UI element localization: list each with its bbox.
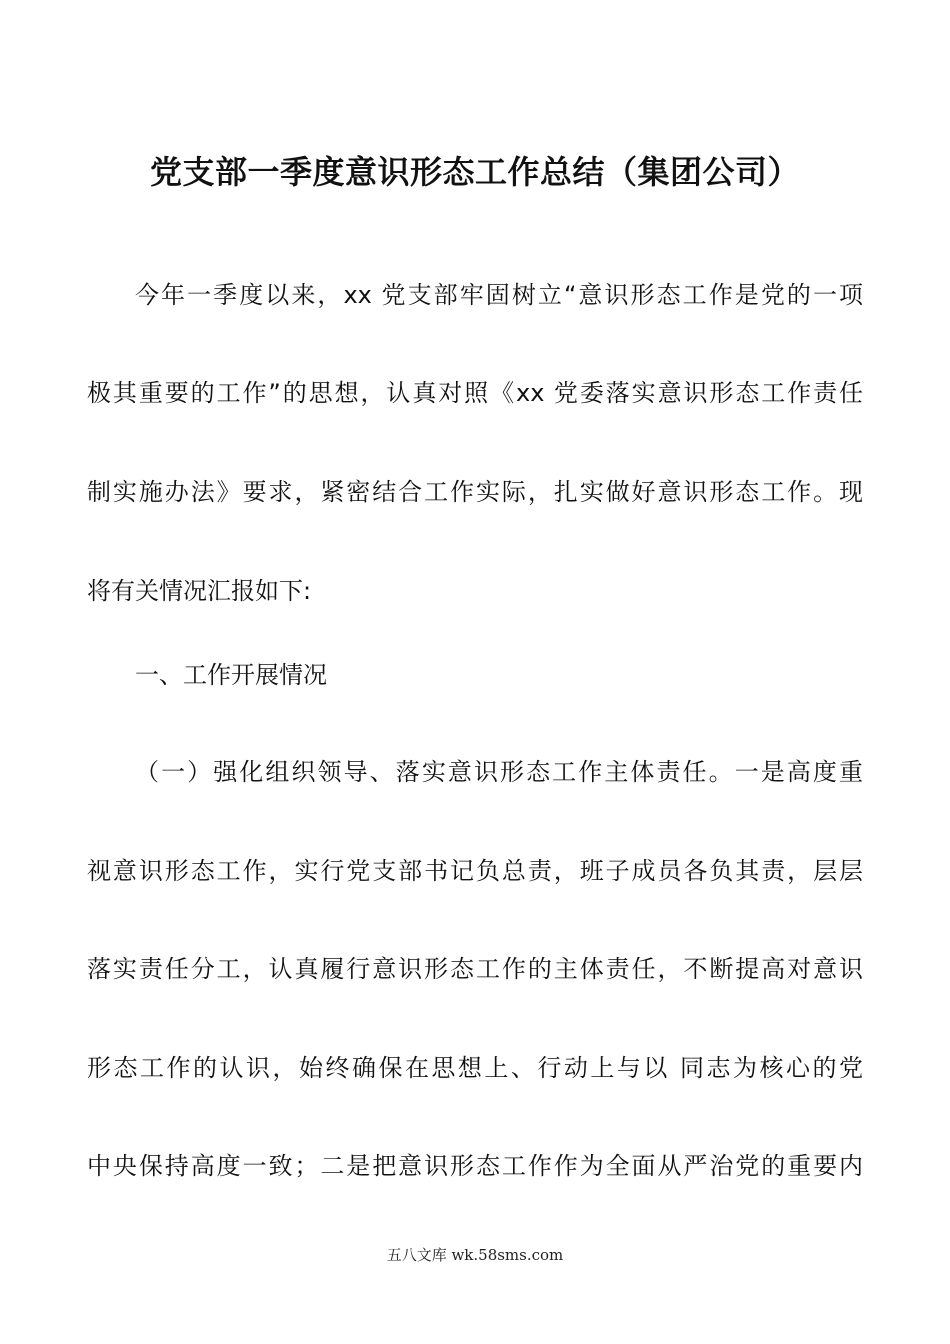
paragraph-line: 制实施办法》要求，紧密结合工作实际，扎实做好意识形态工作。现: [87, 478, 863, 506]
document-title: 党支部一季度意识形态工作总结（集团公司）: [149, 153, 800, 191]
paragraph-line: 今年一季度以来，xx 党支部牢固树立“意识形态工作是党的一项: [135, 281, 863, 309]
paragraph-line: 视意识形态工作，实行党支部书记负总责，班子成员各负其责，层层: [87, 857, 863, 885]
section-heading: 一、工作开展情况: [135, 661, 327, 689]
paragraph-line: （一）强化组织领导、落实意识形态工作主体责任。一是高度重: [135, 758, 863, 786]
paragraph-line: 落实责任分工，认真履行意识形态工作的主体责任，不断提高对意识: [87, 955, 863, 983]
footer-watermark: 五八文库 wk.58sms.com: [386, 1246, 564, 1264]
paragraph-line: 极其重要的工作”的思想，认真对照《xx 党委落实意识形态工作责任: [87, 379, 863, 407]
paragraph-line: 将有关情况汇报如下:: [87, 577, 312, 605]
paragraph-line: 中央保持高度一致；二是把意识形态工作作为全面从严治党的重要内: [87, 1152, 863, 1180]
paragraph-line: 形态工作的认识，始终确保在思想上、行动上与以 同志为核心的党: [87, 1054, 863, 1082]
